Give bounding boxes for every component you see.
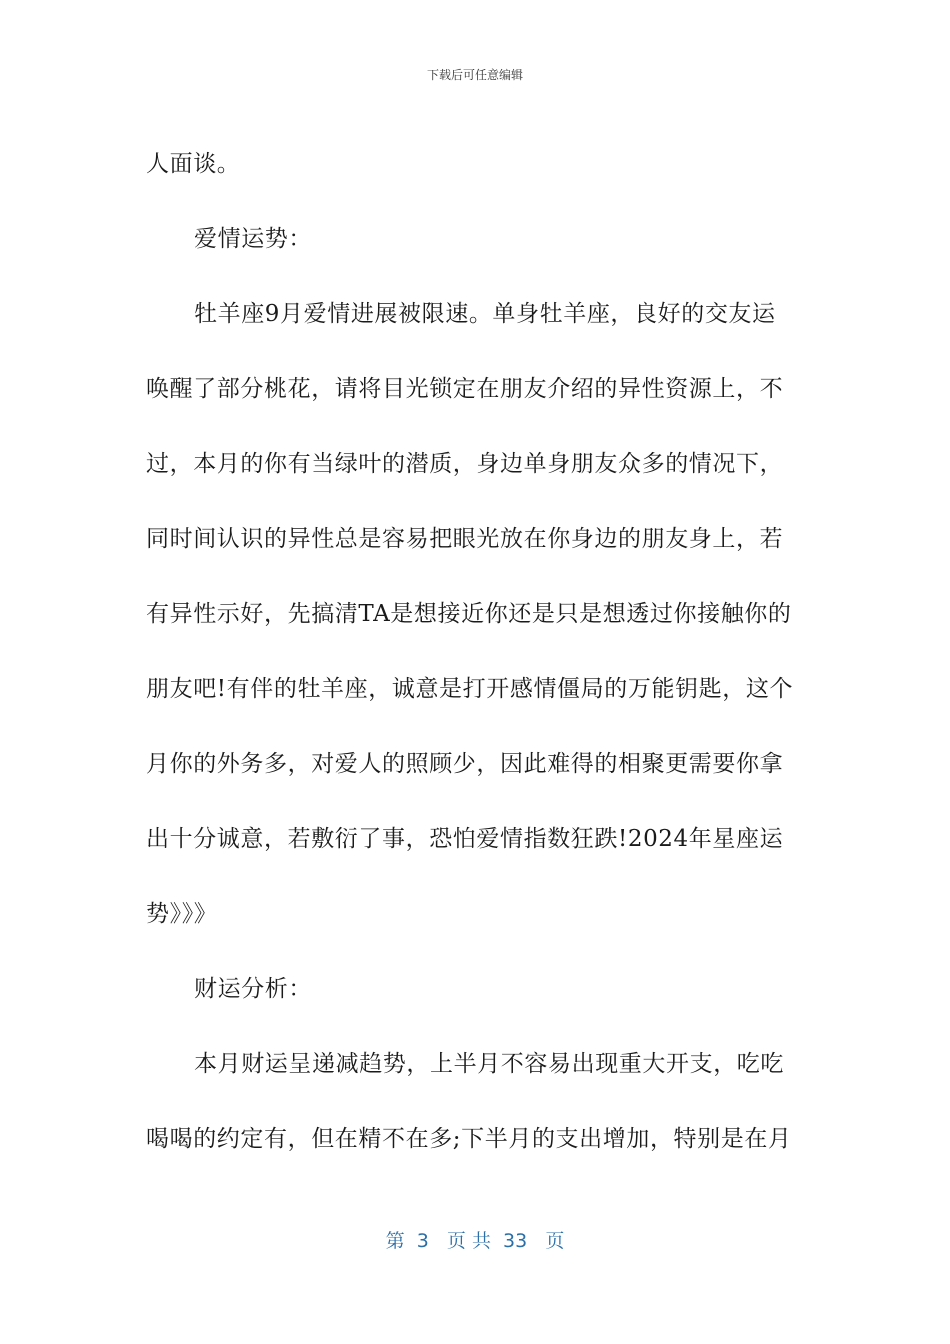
text-line: 喝喝的约定有，但在精不在多;下半月的支出增加，特别是在月	[146, 1126, 792, 1152]
text-line: 同时间认识的异性总是容易把眼光放在你身边的朋友身上，若	[146, 526, 784, 552]
text-line: 出十分诚意，若敷衍了事，恐怕爱情指数狂跌!2024年星座运	[146, 826, 784, 852]
text-line: 过，本月的你有当绿叶的潜质，身边单身朋友众多的情况下，	[146, 451, 784, 477]
page-header: 下载后可任意编辑	[426, 68, 523, 82]
text-line: 月你的外务多，对爱人的照顾少，因此难得的相聚更需要你拿	[146, 751, 784, 777]
text-line: 朋友吧!有伴的牡羊座，诚意是打开感情僵局的万能钥匙，这个	[146, 676, 794, 702]
section-heading-wealth: 财运分析：	[194, 976, 312, 1002]
document-body	[146, 127, 806, 1177]
page-number: 第 3 页 共 33 页	[385, 1230, 565, 1252]
text-line: 势》》》	[146, 901, 218, 927]
text-line: 唤醒了部分桃花，请将目光锁定在朋友介绍的异性资源上，不	[146, 376, 784, 402]
text-line: 牡羊座9月爱情进展被限速。单身牡羊座，良好的交友运	[194, 301, 776, 327]
text-line: 本月财运呈递减趋势，上半月不容易出现重大开支，吃吃	[194, 1051, 784, 1077]
text-line: 有异性示好，先搞清TA是想接近你还是只是想透过你接触你的	[146, 601, 792, 627]
section-heading-love: 爱情运势：	[194, 226, 312, 252]
text-line: 人面谈。	[146, 151, 241, 177]
